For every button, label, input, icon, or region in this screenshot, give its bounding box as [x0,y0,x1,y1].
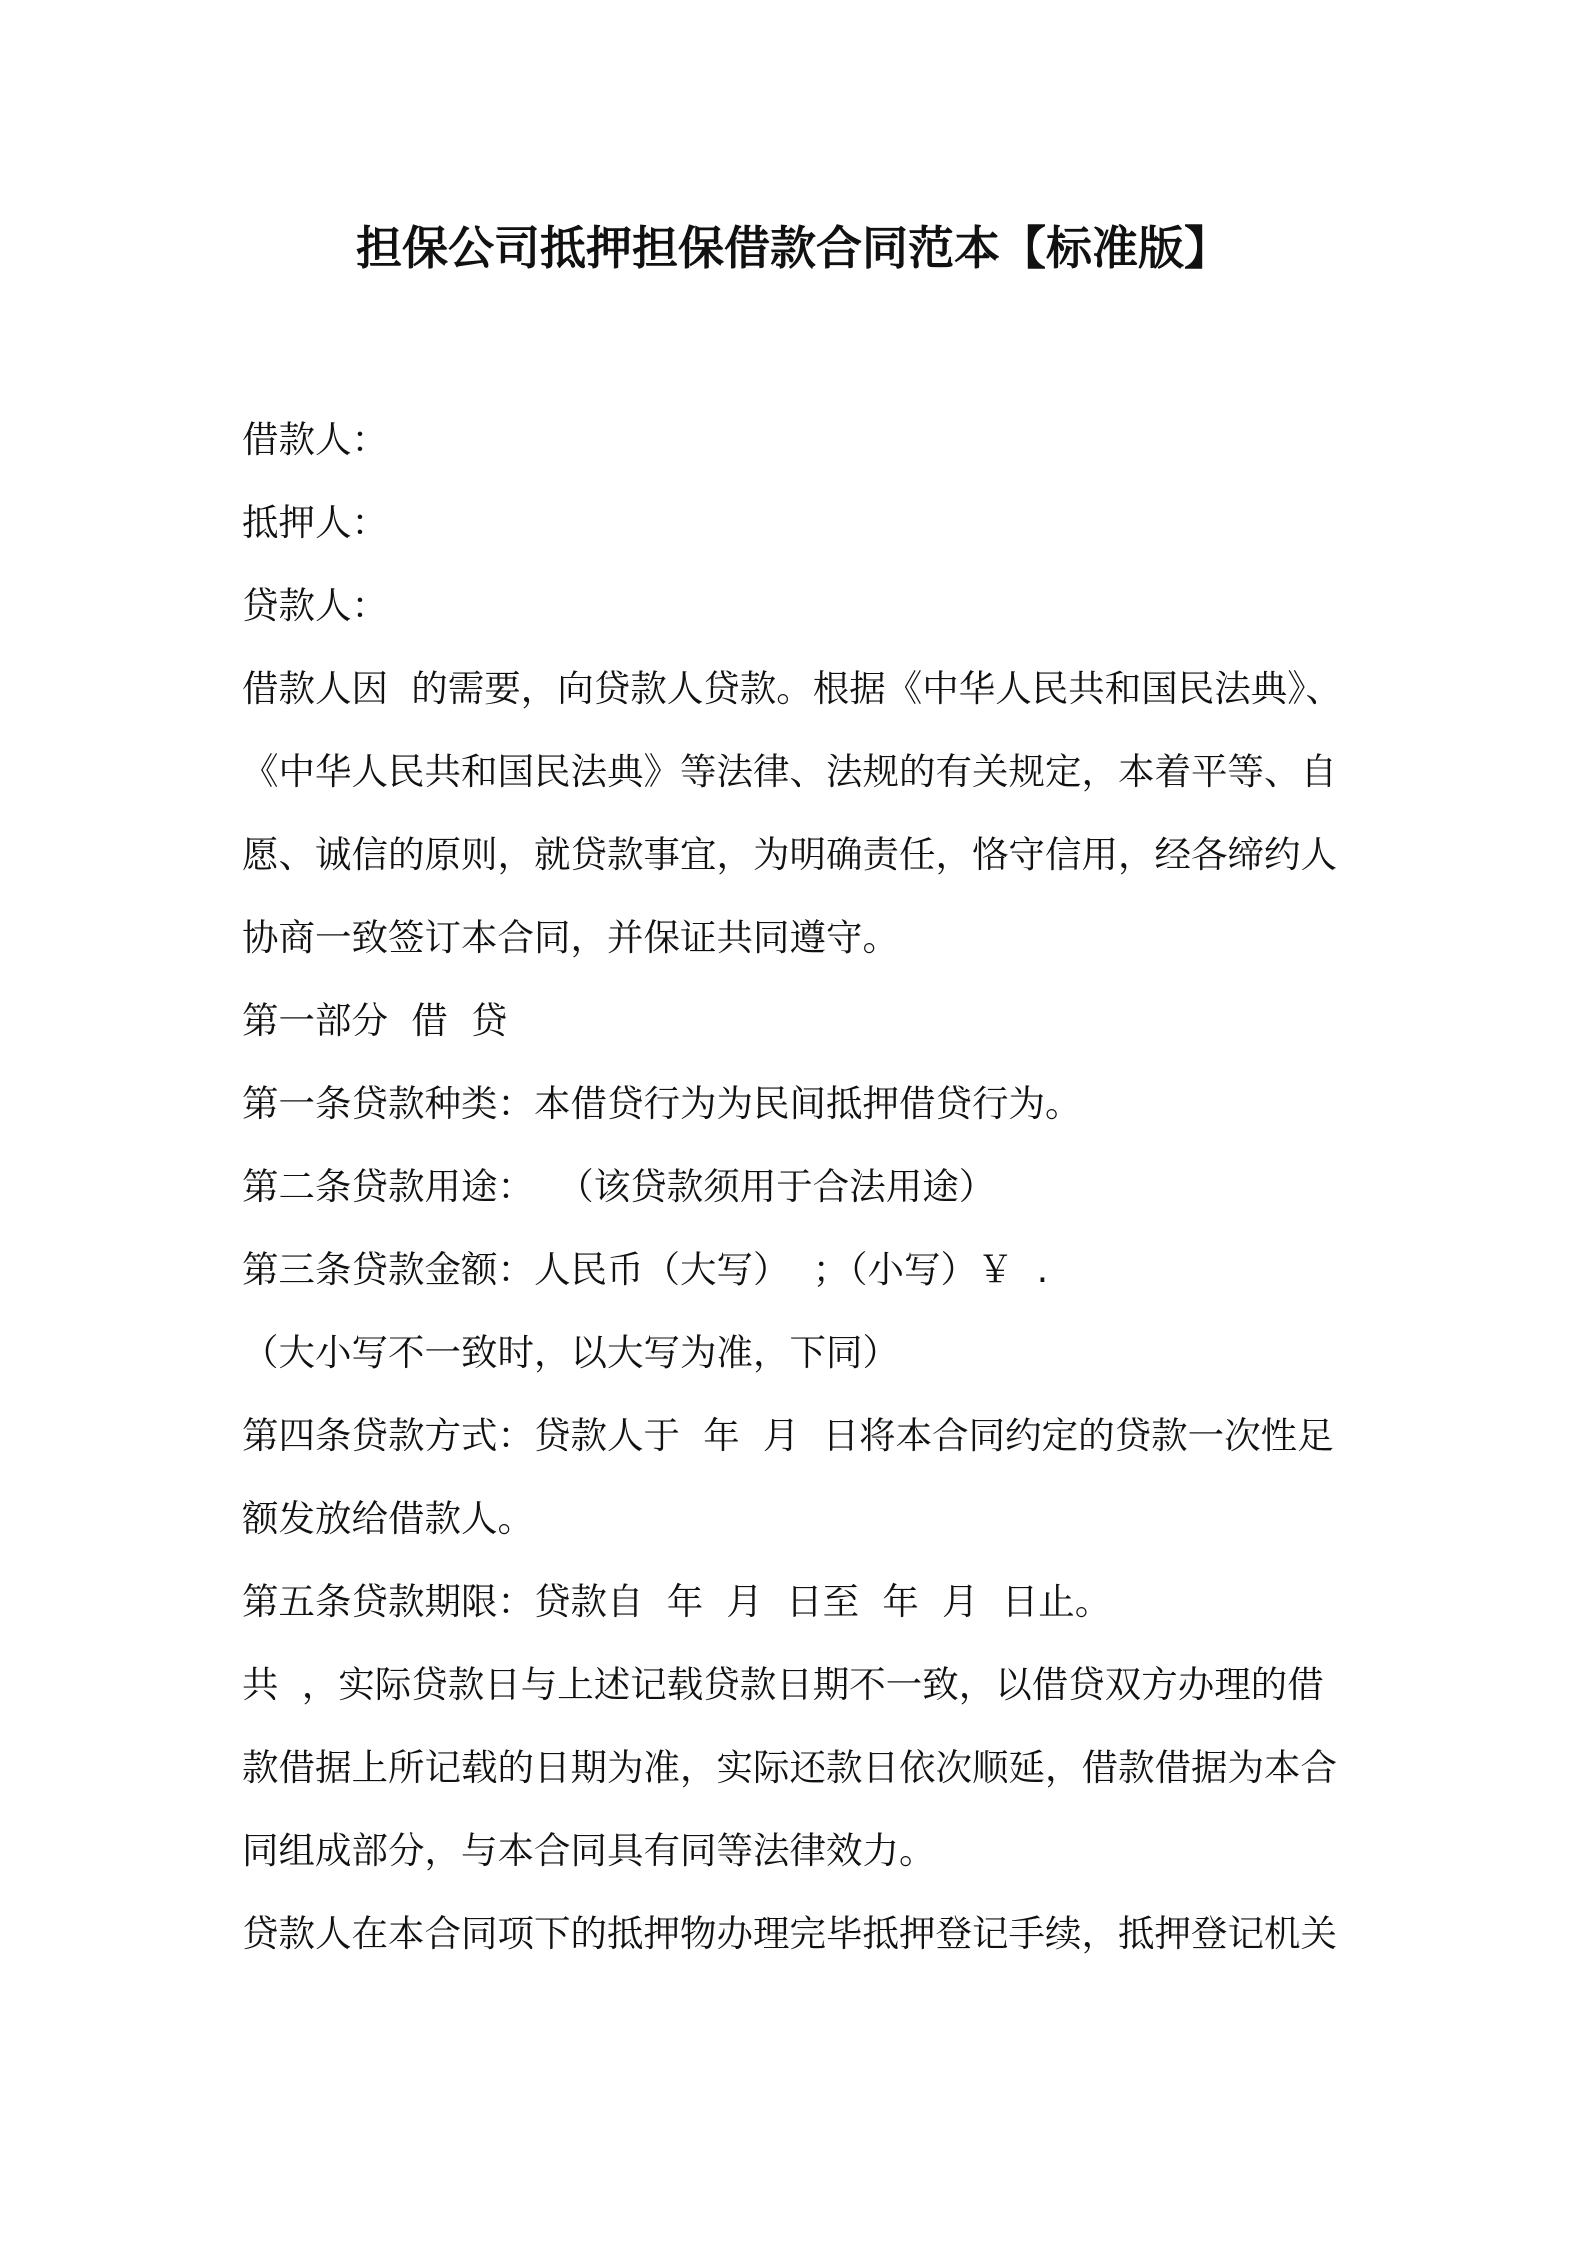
text-line: 共 ，实际贷款日与上述记载贷款日期不一致，以借贷双方办理的借 [242,1663,1324,1706]
text-line: 协商一致签订本合同，并保证共同遵守。 [242,916,899,959]
text-line: 贷款人： [242,584,388,627]
section-heading: 第一部分 借 贷 [242,999,508,1042]
text-line: 借款人因 的需要，向贷款人贷款。根据《中华人民共和国民法典》、 [242,667,1342,710]
text-line: 贷款人在本合同项下的抵押物办理完毕抵押登记手续，抵押登记机关 [242,1912,1337,1955]
text-line: 同组成部分，与本合同具有同等法律效力。 [242,1829,936,1872]
text-line: 第四条贷款方式：贷款人于 年 月 日将本合同约定的贷款一次性足 [242,1414,1334,1457]
text-line: 抵押人： [242,501,388,544]
text-line: 第一条贷款种类：本借贷行为为民间抵押借贷行为。 [242,1082,1082,1125]
text-line: 款借据上所记载的日期为准，实际还款日依次顺延，借款借据为本合 [242,1746,1337,1789]
document-body [242,398,1360,1975]
text-line: 额发放给借款人。 [242,1497,534,1540]
text-line: 借款人： [242,418,388,461]
text-line: 第二条贷款用途： （该贷款须用于合法用途） [242,1165,996,1208]
text-line: 第三条贷款金额：人民币（大写） ；（小写）￥ . [242,1248,1049,1291]
document-title: 担保公司抵押担保借款合同范本【标准版】 [356,221,1230,275]
text-line: 愿、诚信的原则，就贷款事宜，为明确责任，恪守信用，经各缔约人 [242,833,1337,876]
text-line: （大小写不一致时，以大写为准，下同） [242,1331,899,1374]
text-line: 第五条贷款期限：贷款自 年 月 日至 年 月 日止。 [242,1580,1112,1623]
text-line: 《中华人民共和国民法典》等法律、法规的有关规定，本着平等、自 [242,750,1337,793]
